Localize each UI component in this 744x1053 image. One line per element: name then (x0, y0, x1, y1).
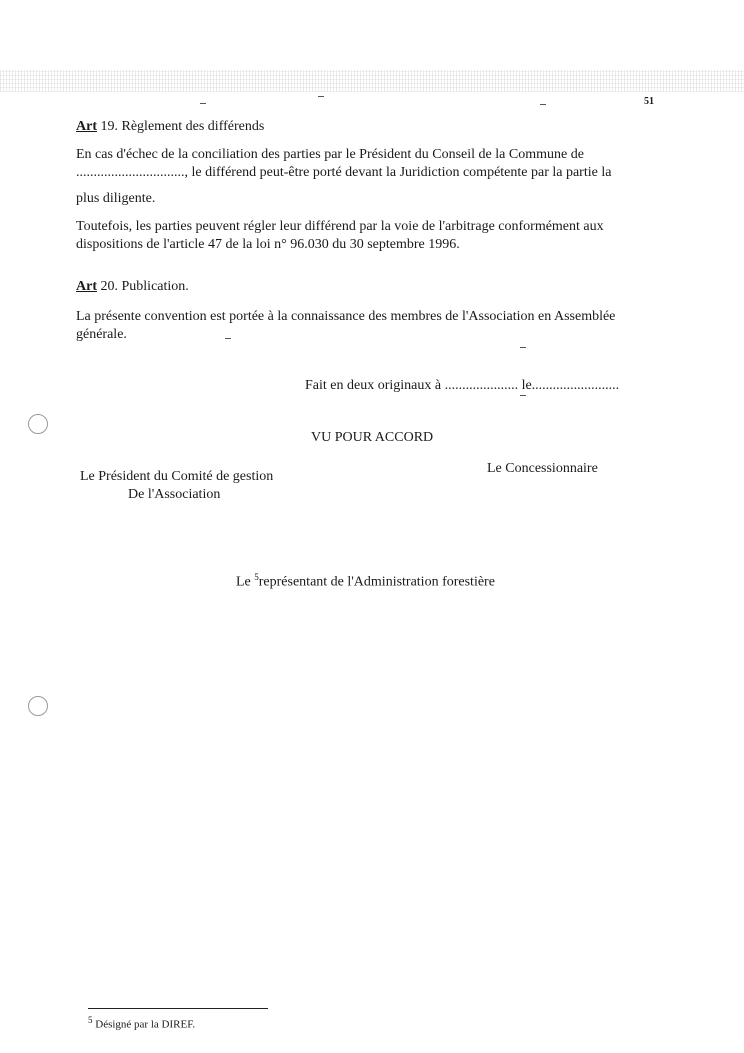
art19-heading (76, 118, 264, 136)
art20-title: 20. Publication. (97, 279, 189, 294)
president-signature-label (80, 468, 273, 504)
concessionnaire-label: Le Concessionnaire (487, 461, 598, 476)
president-line2: De l'Association (128, 487, 221, 502)
footnote-rule (88, 1008, 268, 1009)
art19-label: Art (76, 119, 97, 134)
art19-p1-line3: plus diligente. (76, 191, 156, 206)
art20-paragraph (76, 308, 678, 344)
representant-label (236, 568, 495, 592)
scan-speck (520, 347, 526, 348)
art19-p1-line2-text: , le différend peut-être porté devant la Juridiction compétente par la partie la (184, 165, 612, 180)
art20-heading (76, 278, 189, 296)
representant-text: représentant de l'Administration forestière (258, 574, 495, 590)
footnote-text: Désigné par la DIREF. (92, 1018, 196, 1031)
art19-p1-line2 (76, 164, 678, 182)
art19-p2-line1: Toutefois, les parties peuvent régler leur différend par la voie de l'arbitrage conformément aux (76, 219, 604, 234)
president-line1: Le Président du Comité de gestion (80, 469, 274, 484)
footnote-marker: 5 (88, 1015, 93, 1025)
punch-hole-top (28, 414, 48, 434)
art19-paragraph-2 (76, 218, 678, 254)
art19-title: 19. Règlement des différends (97, 119, 265, 134)
scan-speck (318, 96, 324, 97)
footnote (88, 1015, 195, 1031)
art20-p1-line1: La présente convention est portée à la connaissance des membres de l'Association en Assemblée (76, 309, 616, 324)
scan-noise-strip (0, 70, 744, 92)
footnote-ref: 5 (254, 572, 259, 582)
commune-blank: ............................... (76, 165, 185, 180)
place-date-line: Fait en deux originaux à ..................... le......................... (305, 378, 620, 393)
page-number: 51 (644, 96, 654, 107)
scan-speck (225, 338, 231, 339)
art19-p1-line1: En cas d'échec de la conciliation des parties par le Président du Conseil de la Commune de (76, 147, 584, 162)
scan-speck (200, 103, 206, 104)
punch-hole-bottom (28, 696, 48, 716)
art19-paragraph-1 (76, 146, 678, 208)
scan-speck (520, 395, 526, 396)
art19-p2-line2: dispositions de l'article 47 de la loi n° 96.030 du 30 septembre 1996. (76, 237, 460, 252)
vu-pour-accord: VU POUR ACCORD (311, 430, 434, 445)
scan-speck (540, 104, 546, 105)
representant-prefix: Le (236, 574, 255, 590)
art20-label: Art (76, 279, 97, 294)
art20-p1-line2: générale. (76, 327, 127, 342)
